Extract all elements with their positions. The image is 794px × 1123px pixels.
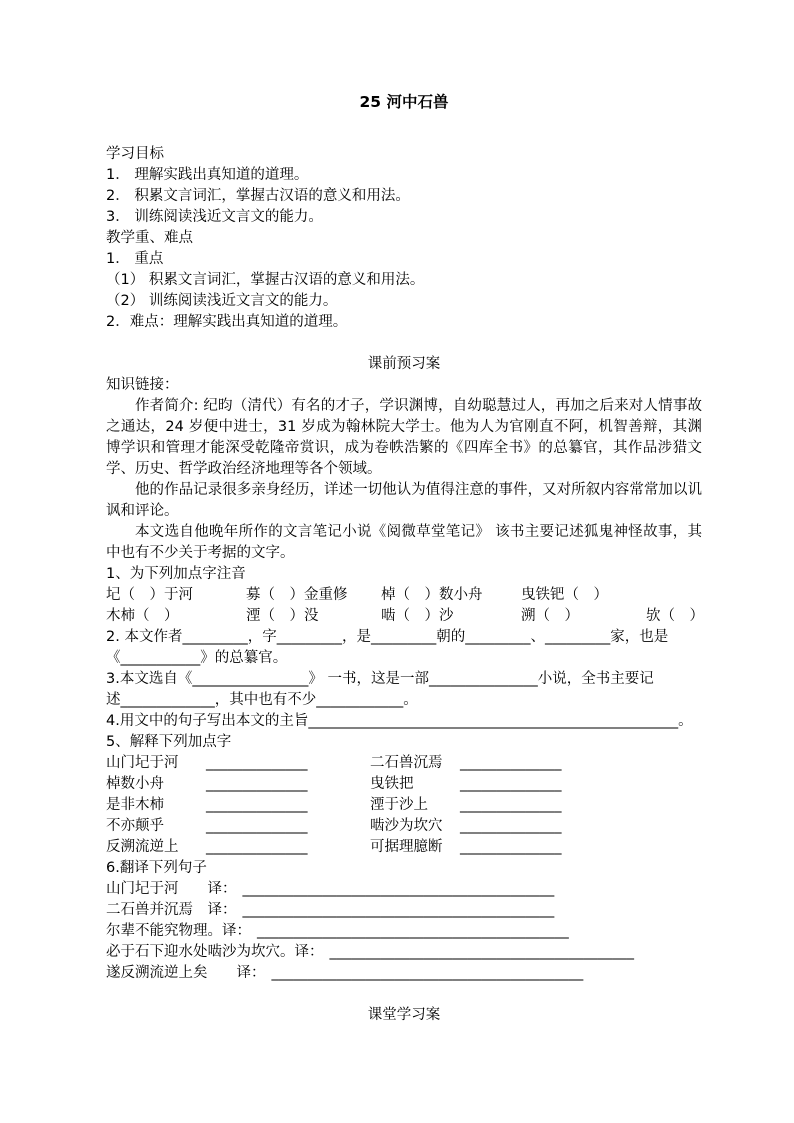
preview-section-title: 课前预习案: [367, 356, 441, 372]
q6-sentence: 必于石下迎水处啮沙为坎穴。译：: [106, 944, 324, 960]
q6-sentence: 尔辈不能究物理。译：: [106, 923, 251, 939]
q6-row: [106, 942, 702, 963]
q5-term: 是非木柿: [106, 797, 164, 813]
answer-blank: ______________: [206, 797, 308, 813]
answer-blank: ______________: [206, 776, 308, 792]
teaching-focus-item: 2．难点：理解实践出真知道的道理。: [106, 314, 348, 330]
q1-header: 1、为下列加点字注音: [106, 566, 246, 582]
q5-right-cell: [370, 774, 562, 795]
source-paragraph: 本文选自他晚年所作的文言笔记小说《阅微草堂笔记》 该书主要记述狐鬼神怪故事，其中也有不少关于考据的文字。: [106, 524, 702, 561]
q5-term: 不亦颠乎: [106, 818, 164, 834]
learning-goal-item: 1． 理解实践出真知道的道理。: [106, 167, 309, 183]
pinyin-item: 曳铁钯（ ）: [521, 587, 608, 603]
answer-blank: ______________: [460, 839, 562, 855]
pinyin-item: 棹（ ）数小舟: [381, 587, 483, 603]
answer-blank: ___________________________________________: [271, 965, 584, 981]
q5-row: [106, 774, 702, 795]
q2-line: 《___________》的总纂官。: [106, 650, 288, 666]
pinyin-item: 溯（ ）: [521, 608, 579, 624]
knowledge-link-header: 知识链接：: [106, 377, 179, 393]
q6-row: [106, 900, 702, 921]
answer-blank: ___________________________________________: [242, 881, 555, 897]
q5-row: [106, 753, 702, 774]
q5-left-cell: [106, 795, 370, 816]
q6-row: [106, 963, 702, 984]
q5-left-cell: [106, 753, 370, 774]
q5-term: 可据理臆断: [370, 839, 443, 855]
q5-right-cell: [370, 816, 562, 837]
q6-header: 6.翻译下列句子: [106, 860, 207, 876]
q5-right-cell: [370, 795, 562, 816]
learning-goal-item: 2． 积累文言词汇，掌握古汉语的意义和用法。: [106, 188, 410, 204]
q5-left-cell: [106, 816, 370, 837]
q5-left-cell: [106, 837, 370, 858]
learning-goals-header: 学习目标: [106, 146, 164, 162]
q3-line: 3.本文选自《________________》 一书，这是一部_______________小说，全书主要记: [106, 671, 654, 687]
q5-row: [106, 795, 702, 816]
q5-term: 棹数小舟: [106, 776, 164, 792]
answer-blank: ______________: [460, 755, 562, 771]
answer-blank: ______________: [460, 776, 562, 792]
q5-row: [106, 816, 702, 837]
pinyin-item: 欤（ ）: [646, 608, 704, 624]
q6-sentence: 遂反溯流逆上矣 译：: [106, 965, 266, 981]
q5-header: 5、解释下列加点字: [106, 734, 232, 750]
works-paragraph: 他的作品记录很多亲身经历，详述一切他认为值得注意的事件，又对所叙内容常常加以讥讽和评论。: [106, 482, 702, 519]
answer-blank: ______________: [206, 839, 308, 855]
q6-row: [106, 921, 702, 942]
teaching-focus-item: （1） 积累文言词汇，掌握古汉语的意义和用法。: [106, 272, 425, 288]
q5-term: 二石兽沉焉: [370, 755, 443, 771]
classroom-section-title: 课堂学习案: [367, 1007, 441, 1023]
pinyin-item: 募（ ）金重修: [246, 587, 348, 603]
q2-line: 2. 本文作者_________，字_________，是_________朝的_________、_________家，也是: [106, 629, 669, 645]
q5-term: 山门圮于河: [106, 755, 179, 771]
pinyin-item: 湮（ ）没: [246, 608, 319, 624]
q5-term: 曳铁把: [370, 776, 414, 792]
answer-blank: ______________: [206, 818, 308, 834]
q1-pinyin-row: [106, 585, 702, 606]
answer-blank: ______________: [460, 818, 562, 834]
page-content: [106, 92, 702, 1026]
q6-row: [106, 879, 702, 900]
teaching-focus-item: 1． 重点: [106, 251, 164, 267]
q6-sentence: 二石兽并沉焉 译：: [106, 902, 237, 918]
q3-line: 述_____________，其中也有不少____________。: [106, 692, 418, 708]
q5-right-cell: [370, 753, 562, 774]
q5-left-cell: [106, 774, 370, 795]
teaching-focus-header: 教学重、难点: [106, 230, 193, 246]
answer-blank: __________________________________________: [329, 944, 634, 960]
blank-line: [106, 333, 702, 354]
learning-goal-item: 3． 训练阅读浅近文言文的能力。: [106, 209, 323, 225]
pinyin-item: 啮（ ）沙: [381, 608, 454, 624]
q1-pinyin-row: [106, 606, 702, 627]
answer-blank: ______________: [206, 755, 308, 771]
q5-term: 湮于沙上: [370, 797, 428, 813]
pinyin-item: 木柿（ ）: [106, 608, 179, 624]
answer-blank: ___________________________________________: [242, 902, 555, 918]
pinyin-item: 圮（ ）于河: [106, 587, 193, 603]
doc-title: 25 河中石兽: [359, 93, 449, 111]
author-intro-paragraph: 作者简介: 纪昀（清代）有名的才子，学识渊博，自幼聪慧过人，再加之后来对人情事故之通达，24 岁便中进士，31 岁成为翰林院大学士。他为人为官刚直不阿，机智善辩，其渊博学识和管理才能深受乾隆帝赏识，成为卷帙浩繁的《四库全书》的总纂官，其作品涉猎文学、历史、哲学政治经济地理等各个领域。: [106, 398, 702, 477]
q5-term: 啮沙为坎穴: [370, 818, 443, 834]
answer-blank: ___________________________________________: [257, 923, 569, 939]
q5-term: 反溯流逆上: [106, 839, 179, 855]
q4-line: 4.用文中的句子写出本文的主旨___________________________________________________。: [106, 713, 693, 729]
q6-sentence: 山门圮于河 译：: [106, 881, 237, 897]
q5-right-cell: [370, 837, 562, 858]
blank-line: [106, 984, 702, 1005]
q5-row: [106, 837, 702, 858]
teaching-focus-item: （2） 训练阅读浅近文言文的能力。: [106, 293, 338, 309]
answer-blank: ______________: [460, 797, 562, 813]
